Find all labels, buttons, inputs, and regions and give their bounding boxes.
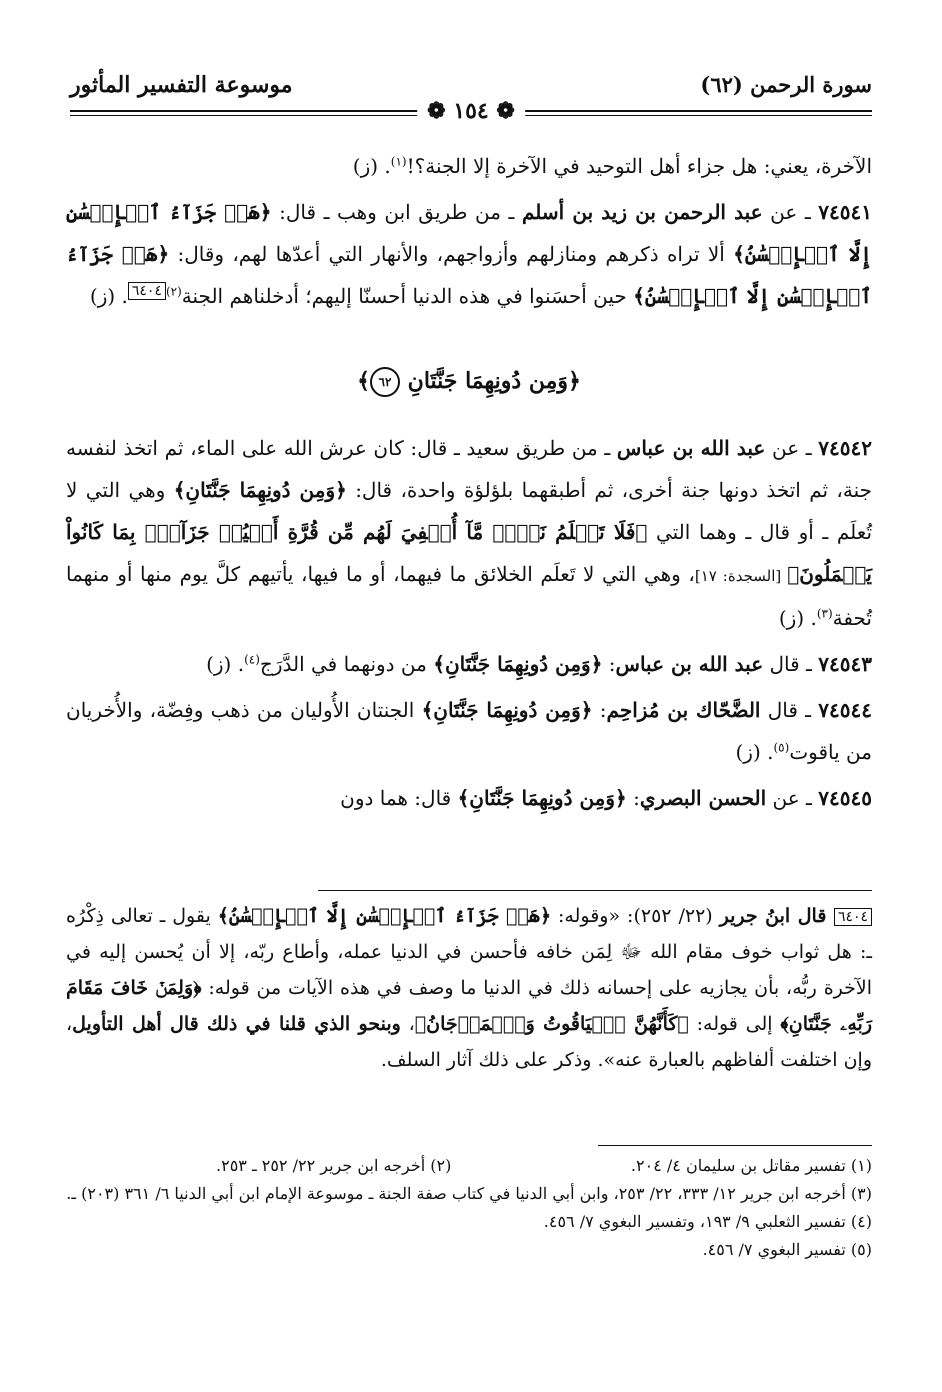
text: يقول ـ تعالى ذِكْرُه ـ: هل ثواب خوف مقام الله ﷻ لِمَن خافه فأحسن في الدنيا عمله، وأطاع ربّه، إلا أن يُحسن إليه في الآخرة ربُّه، بأن يجازيه على إحسانه ذلك في الدنيا ما وصف في هذه الآيات من قوله: xyxy=(66,905,872,999)
quran-quote: ﴿وَمِن دُونِهِمَا جَنَّتَانِ﴾ xyxy=(457,786,627,810)
text: من دونهما في الدَّرَج xyxy=(259,652,434,676)
footnote-separator xyxy=(598,1145,872,1146)
narrator-name: عبد الرحمن بن زيد بن أسلم xyxy=(521,200,763,224)
text: . (ز) xyxy=(778,606,817,630)
quran-quote: ﴿هَلۡ جَزَآءُ ٱلۡإِحۡسَٰنِ إِلَّا ٱلۡإِحۡسَٰنُ﴾ xyxy=(217,905,552,927)
footnote-ref: (٥) xyxy=(773,740,790,755)
ornament-icon: ❁ xyxy=(427,98,454,124)
narration-74544 xyxy=(66,689,872,773)
narrator-name: عبد الله بن عباس xyxy=(616,436,766,460)
text: الآخرة، يعني: هل جزاء أهل التوحيد في الآخرة إلا الجنة؟! xyxy=(406,154,872,178)
ornament-icon: ❁ xyxy=(488,98,515,124)
footnote-ref: (١) xyxy=(390,154,407,169)
text: ، xyxy=(400,1013,415,1035)
quran-quote: ﴿وَمِن دُونِهِمَا جَنَّتَانِ﴾ xyxy=(173,478,347,502)
narration-number: ٧٤٥٤٣ xyxy=(818,652,872,676)
quran-quote: ﴿وَلِمَنۡ خَافَ مَقَامَ رَبِّهِۦ جَنَّتَانِ﴾ xyxy=(66,977,873,1035)
footnote-ref: (٣) xyxy=(816,606,833,621)
text: . (ز) xyxy=(89,284,128,308)
text: . (ز) xyxy=(206,652,245,676)
page-number: ١٥٤ xyxy=(453,98,489,124)
narration-number: ٧٤٥٤٥ xyxy=(818,786,872,810)
surah-title: سورة الرحمن (٦٢) xyxy=(700,72,872,97)
narration-74543 xyxy=(66,643,872,685)
narration-74545 xyxy=(66,777,872,819)
footnotes xyxy=(66,1152,872,1264)
footnote-ref: (٤) xyxy=(244,652,260,667)
text: حين أحسَنوا في هذه الدنيا أحسنّا إليهم؛ أدخلناهم الجنة xyxy=(181,284,634,308)
quran-quote: ﴿هَلۡ جَزَآءُ ٱلۡإِحۡسَٰنِ إِلَّا ٱلۡإِحۡسَٰنُ﴾ xyxy=(66,242,872,308)
text: ألا تراه ذكرهم ومنازلهم وأزواجهم، والأنهار التي أعدّها لهم، وقال: xyxy=(169,242,734,266)
page-number-ornament xyxy=(417,98,525,124)
page-header xyxy=(70,68,872,130)
commentator-name: قال ابنُ جرير xyxy=(719,905,834,927)
text: ـ عن xyxy=(765,436,819,460)
text: ، وهي التي لا تَعلَم الخلائق ما فيهما، أو ما فيها، يأتيهم كلَّ يوم منها أو منهما تُحفة xyxy=(66,562,872,630)
narrator-name: الضَّحّاك بن مُزاحِم xyxy=(606,698,761,722)
text: وهي التي لا تُعلَم ـ أو قال ـ وهما التي xyxy=(66,478,873,544)
narration-74542 xyxy=(66,427,872,639)
ayah-text: ﴿وَمِن دُونِهِمَا جَنَّتَانِ xyxy=(407,368,581,394)
text: ـ عن xyxy=(766,786,819,810)
text: الجنتان الأُوليان من ذهب وفِضّة، والأُخريان من ياقوت xyxy=(66,698,872,764)
quran-quote: ﴿كَأَنَّهُنَّ ٱلۡيَاقُوتُ وَٱلۡمَرۡجَانُ﴾ xyxy=(414,1013,689,1035)
quran-quote: ﴿وَمِن دُونِهِمَا جَنَّتَانِ﴾ xyxy=(433,652,603,676)
footnote-ref: (٢) xyxy=(165,284,182,299)
footnote-5: (٥) تفسير البغوي ٧/ ٤٥٦. xyxy=(702,1240,872,1259)
ayah-number-icon: ٦٢ xyxy=(370,367,400,397)
text: قال: هما دون xyxy=(340,786,458,810)
quran-quote: ﴿وَمِن دُونِهِمَا جَنَّتَانِ﴾ xyxy=(421,698,593,722)
commentary-separator xyxy=(318,890,872,891)
ayah-heading xyxy=(66,367,872,397)
main-text xyxy=(66,145,872,819)
text: . (ز) xyxy=(735,740,774,764)
paragraph-continuation xyxy=(66,145,872,187)
narration-number: ٧٤٥٤٤ xyxy=(818,698,872,722)
footnote-4: (٤) تفسير الثعلبي ٩/ ١٩٣، وتفسير البغوي ٧/ ٤٥٦. xyxy=(543,1212,872,1231)
footnote-3: (٣) أخرجه ابن جرير ١٢/ ٣٣٣، ٢٢/ ٢٥٣، وابن أبي الدنيا في كتاب صفة الجنة ـ موسوعة الإمام ابن أبي الدنيا ٦/ ٣٦١ (٢٠٣) ـ. xyxy=(66,1184,872,1203)
text: : xyxy=(592,698,607,722)
text: ـ من طريق ابن وهب ـ قال: xyxy=(271,200,522,224)
quran-quote: ﴿هَلۡ جَزَآءُ ٱلۡإِحۡسَٰنِ إِلَّا ٱلۡإِحۡسَٰنُ﴾ xyxy=(66,200,873,266)
text: ، وإن اختلفت ألفاظهم بالعبارة عنه». وذكر على ذلك آثار السلف. xyxy=(66,1013,872,1071)
bracket: ﴾ xyxy=(357,368,370,394)
text: ـ قال xyxy=(763,652,819,676)
commentary-block xyxy=(66,898,872,1078)
text: ـ قال xyxy=(760,698,819,722)
text: إلى قوله: xyxy=(688,1013,781,1035)
text: ـ عن xyxy=(762,200,819,224)
book-title: موسوعة التفسير المأثور xyxy=(70,72,293,98)
text: . (ز) xyxy=(352,154,391,178)
text: : xyxy=(626,786,640,810)
text: : xyxy=(602,652,616,676)
footnote-row xyxy=(66,1152,872,1180)
bold-phrase: وبنحو الذي قلنا في ذلك قال أهل التأويل xyxy=(72,1013,401,1035)
narrator-name: عبد الله بن عباس xyxy=(615,652,764,676)
commentary-ref-tag: ٦٤٠٤ xyxy=(128,282,166,300)
footnote-1: (١) تفسير مقاتل بن سليمان ٤/ ٢٠٤. xyxy=(630,1156,872,1175)
quran-quote: ﴿فَلَا تَعۡلَمُ نَفۡسٞ مَّآ أُخۡفِيَ لَهُم مِّن قُرَّةِ أَعۡيُنٖ جَزَآءَۢ بِمَا كَانُواْ يَعۡمَلُونَ﴾ xyxy=(66,520,872,586)
footnote-2: (٢) أخرجه ابن جرير ٢٢/ ٢٥٢ ـ ٢٥٣. xyxy=(216,1156,452,1175)
commentary-tag: ٦٤٠٤ xyxy=(834,908,872,926)
surah-reference: [السجدة: ١٧] xyxy=(694,567,788,585)
narration-number: ٧٤٥٤١ xyxy=(818,200,873,224)
text: ـ من طريق سعيد ـ قال: كان عرش الله على الماء، ثم اتخذ لنفسه جنة، ثم اتخذ دونها جنة أخرى، ثم أطبقهما بلؤلؤة واحدة، قال: xyxy=(66,436,872,502)
narration-74541 xyxy=(66,191,872,317)
narrator-name: الحسن البصري xyxy=(639,786,767,810)
narration-number: ٧٤٥٤٢ xyxy=(818,436,872,460)
text: (٢٢/ ٢٥٢): «وقوله: xyxy=(551,905,720,927)
